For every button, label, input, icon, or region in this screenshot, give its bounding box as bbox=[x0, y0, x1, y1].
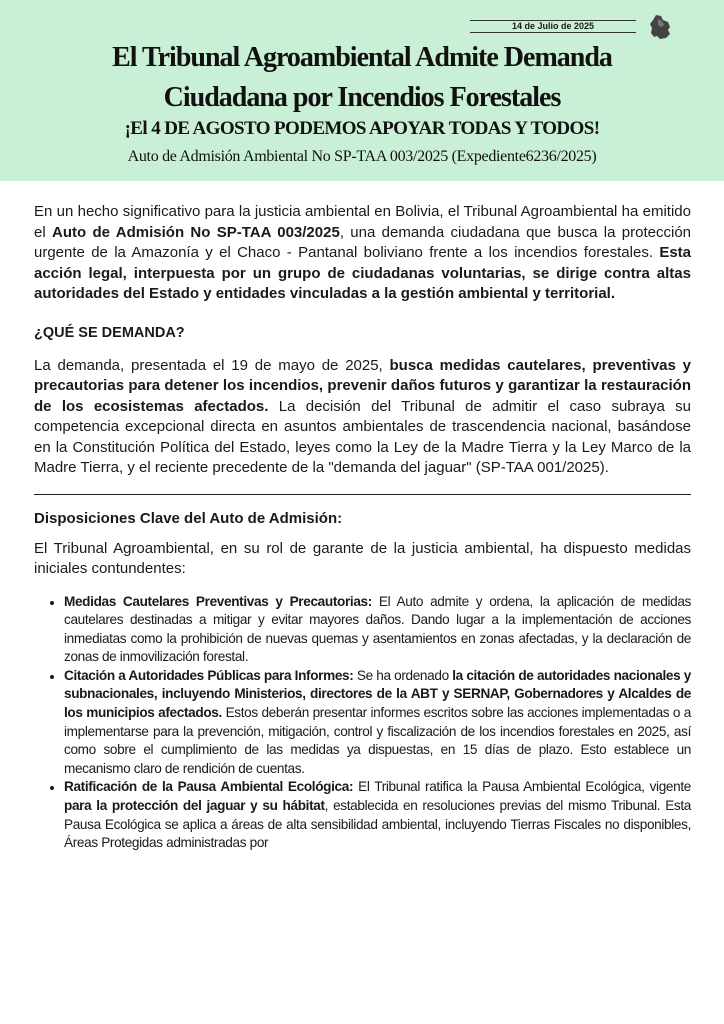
list-item bbox=[64, 778, 691, 852]
bolivia-map-icon bbox=[648, 14, 672, 40]
article-body bbox=[34, 202, 691, 853]
intro-bold-1: Auto de Admisión No SP-TAA 003/2025 bbox=[52, 223, 340, 241]
page-title bbox=[20, 38, 704, 118]
disposiciones-intro: El Tribunal Agroambiental, en su rol de garante de la justicia ambiental, ha dispuesto medidas iniciales contundentes: bbox=[34, 539, 691, 577]
item-bold-1: Medidas Cautelares Preventivas y Precautorias: bbox=[64, 593, 372, 609]
item-bold-1: Citación a Autoridades Públicas para Informes: bbox=[64, 667, 354, 683]
date-label: 14 de Julio de 2025 bbox=[470, 20, 636, 33]
demanda-paragraph bbox=[34, 356, 691, 479]
intro-text-1: En un hecho significativo para la justicia ambiental en Bolivia, el Tribunal Agroambiental ha emitido el bbox=[34, 203, 691, 241]
auto-reference: Auto de Admisión Ambiental No SP-TAA 003/2025 (Expediente6236/2025) bbox=[127, 148, 597, 165]
demanda-text-2: La decisión del Tribunal de admitir el caso subraya su competencia excepcional directa en asuntos ambientales de trascendencia nacional, basándose en la Constitución Política del Estado, leyes como la Ley de la Madre Tierra y la Ley Marco de la Madre Tierra, y el reciente precedente de la "demanda del jaguar" (SP-TAA 001/2025). bbox=[34, 397, 691, 476]
item-text-2: Estos deberán presentar informes escritos sobre las acciones implementadas o a implementarse para la prevención, mitigación, control y fiscalización de los incendios forestales en 2025, así como sobre el cumplimiento de las medidas ya dispuestas, en 15 días de plazo. Esto establece un mecanismo claro de rendición de cuentas. bbox=[64, 705, 691, 776]
demanda-bold-1: busca medidas cautelares, preventivas y precautorias para detener los incendios, prevenir daños futuros y garantizar la restauración de los ecosistemas afectados. bbox=[34, 356, 691, 415]
item-bold-2: la citación de autoridades nacionales y subnacionales, incluyendo Ministerios, directores de la ABT y SERNAP, Gobernadores y Alcaldes de los municipios afectados. bbox=[64, 667, 692, 721]
item-bold-1: Ratificación de la Pausa Ambiental Ecológica: bbox=[64, 779, 354, 795]
section-heading-demanda: ¿QUÉ SE DEMANDA? bbox=[34, 324, 185, 341]
item-text-1: El Auto admite y ordena, la aplicación de medidas cautelares destinadas a mitigar y evitar mayores daños. Dando lugar a la implementación de acciones inmediatas como la prohibición de nuevas quemas y asentamientos en zonas afectadas, y la declaración de zonas de inmovilización forestal. bbox=[64, 593, 691, 665]
title-line-2: Ciudadana por Incendios Forestales bbox=[163, 82, 561, 113]
intro-bold-2: Esta acción legal, interpuesta por un grupo de ciudadanas voluntarias, se dirige contra altas autoridades del Estado y entidades vinculadas a la gestión ambiental y territorial. bbox=[34, 244, 691, 302]
intro-paragraph bbox=[34, 202, 691, 305]
list-item bbox=[64, 667, 691, 779]
disposiciones-list bbox=[34, 593, 691, 853]
call-to-action-subtitle: ¡El 4 DE AGOSTO PODEMOS APOYAR TODAS Y TODOS! bbox=[124, 118, 600, 139]
item-text-1: El Tribunal ratifica la Pausa Ambiental Ecológica, vigente bbox=[353, 779, 691, 795]
item-text-2: , establecida en resoluciones previas del mismo Tribunal. Esta Pausa Ecológica se aplica a áreas de alta sensibilidad ambiental, incluyendo Tierras Fiscales no disponibles, Áreas Protegidas administradas por bbox=[64, 798, 692, 851]
intro-text-2: , una demanda ciudadana que busca la protección urgente de la Amazonía y el Chaco - Pantanal boliviano frente a los incendios forestales. bbox=[34, 223, 692, 261]
demanda-text-1: La demanda, presentada el 19 de mayo de 2025, bbox=[34, 356, 390, 374]
list-item bbox=[64, 593, 691, 667]
item-bold-2: para la protección del jaguar y su hábitat bbox=[64, 798, 325, 814]
item-text-1: Se ha ordenado bbox=[353, 667, 453, 683]
section-divider bbox=[34, 494, 691, 495]
title-line-1: El Tribunal Agroambiental Admite Demanda bbox=[112, 42, 612, 73]
section-heading-disposiciones: Disposiciones Clave del Auto de Admisión: bbox=[34, 509, 343, 527]
header-band bbox=[0, 0, 724, 181]
